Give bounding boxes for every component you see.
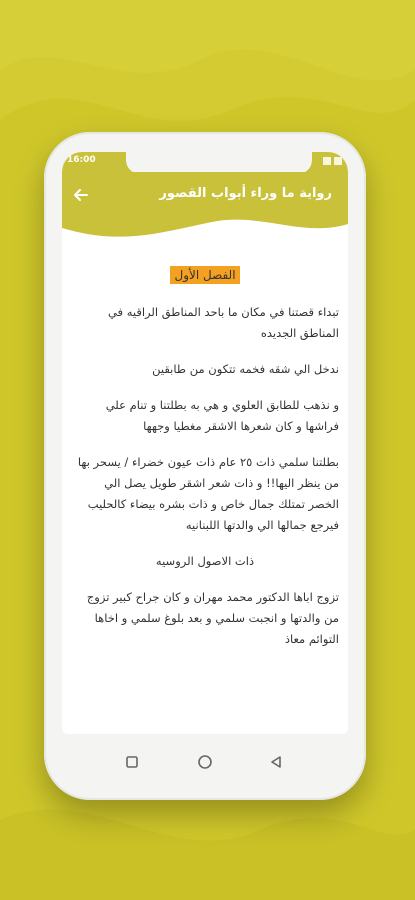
paragraph: تبداء قصتنا في مكان ما باحد المناطق الراقيه في المناطق الجديده: [107, 305, 339, 340]
home-button[interactable]: [195, 752, 215, 772]
paragraph: و نذهب للطابق العلوي و هي به بطلتنا و تنام علي فراشها و كان شعرها الاشقر مغطيا وجهها: [105, 398, 339, 433]
status-icons: [323, 157, 342, 165]
phone-screen: [62, 152, 348, 734]
app-title: رواية ما وراء أبواب القصور: [159, 186, 332, 201]
battery-icon: [334, 157, 342, 165]
arrow-left-icon: [73, 187, 89, 203]
status-time: 16:00: [67, 155, 96, 165]
nav-back-button[interactable]: [266, 752, 286, 772]
paragraph: ندخل الي شقه فخمه تتكون من طابقين: [152, 362, 339, 376]
paragraph: بطلتنا سلمي ذات ٢٥ عام ذات عيون خضراء / يسحر بها من ينظر اليها!! و ذات شعر اشقر طويل يصل الي الخصر تمتلك جمال خاص و ذات بشره بيضاء كالحليب فيرجع جمالها الي والدتها اللبنانيه: [77, 455, 339, 532]
phone-notch: [126, 152, 312, 174]
wifi-icon: [323, 157, 331, 165]
chapter-content[interactable]: [62, 242, 348, 734]
system-nav-bar: [62, 742, 348, 782]
app-bar-wave: [62, 172, 348, 242]
app-bar: [62, 172, 348, 242]
paragraph: ذات الاصول الروسيه: [155, 554, 255, 568]
chapter-title-wrap: [62, 264, 348, 284]
square-icon: [125, 755, 139, 769]
triangle-back-icon: [269, 755, 283, 769]
circle-icon: [197, 754, 213, 770]
chapter-title: الفصل الأول: [170, 266, 239, 284]
back-button[interactable]: [66, 180, 96, 210]
paragraph: تزوج اباها الدكتور محمد مهران و كان جراح كبير تزوج من والدتها و انجبت سلمي و بعد بلوغ سلمي و اخاها التوائم معاذ: [86, 590, 339, 646]
recents-button[interactable]: [122, 752, 142, 772]
